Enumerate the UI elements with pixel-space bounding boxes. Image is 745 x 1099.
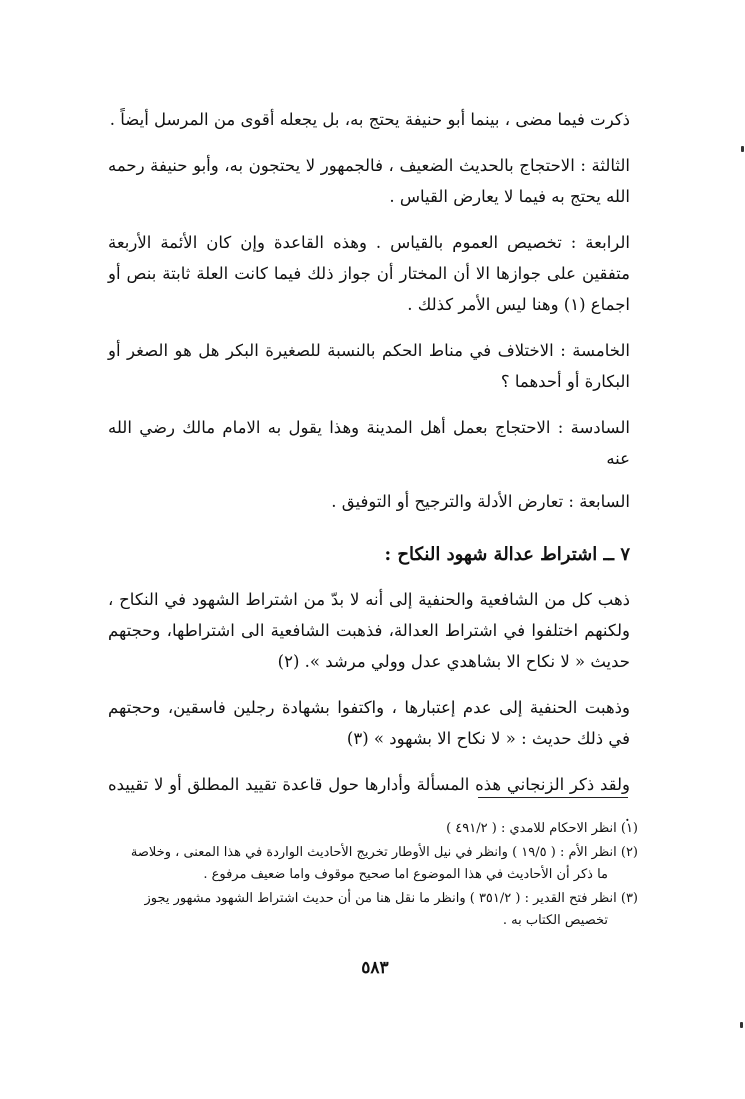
footnote-separator [478,797,628,798]
section-heading: ٧ ــ اشتراط عدالة شهود النكاح : [384,544,630,565]
footnote-3-text: (٣) انظر فتح القدير : ( ٣٥١/٢ ) وانظر ما نقل هنا من أن حديث اشتراط الشهود مشهور يجوز [144,891,638,906]
footnote-2 [108,842,638,886]
paragraph-zanjani-note: ولقد ذكر الزنجاني هذه المسألة وأدارها حول قاعدة تقييد المطلق أو لا تقييده . [108,775,630,825]
footnote-1-text: (١) انظر الاحكام للامدي : ( ٤٩١/٢ ) [446,821,638,836]
paragraph-sixth-reason: السادسة : الاحتجاج بعمل أهل المدينة وهذا يقول به الامام مالك رضي الله عنه [108,418,630,468]
footnotes-block [108,818,638,934]
page-number: ٥٨٣ [361,958,389,978]
footnote-2-continuation: ما ذكر أن الأحاديث في هذا الموضوع اما صحيح موقوف واما ضعيف مرفوع . [203,867,608,882]
margin-speck-top [741,146,744,152]
paragraph-hanafi-view: وذهبت الحنفية إلى عدم إعتبارها ، واكتفوا بشهادة رجلين فاسقين، وحجتهم في ذلك حديث : « لا نكاح الا بشهود » (٣) [108,698,630,748]
footnote-3-continuation: تخصيص الكتاب به . [502,913,608,928]
paragraph-fifth-reason: الخامسة : الاختلاف في مناط الحكم بالنسبة للصغيرة البكر هل هو الصغر أو البكارة أو أحدهما ؟ [108,341,630,391]
main-text-block [108,104,630,846]
footnote-2-text: (٢) انظر الأم : ( ١٩/٥ ) وانظر في نيل الأوطار تخريج الأحاديث الواردة في هذا المعنى ، وخلاصة [130,845,638,860]
footnote-1 [108,818,638,840]
paragraph-shafii-view: ذهب كل من الشافعية والحنفية إلى أنه لا بدّ من اشتراط الشهود في النكاح ، ولكنهم اختلفوا في اشتراط العدالة، فذهبت الشافعية الى اشتراطها، وحجتهم حديث « لا نكاح الا بشاهدي عدل وولي مرشد ». (٢) [108,590,630,671]
paragraph-seventh-reason: السابعة : تعارض الأدلة والترجيح أو التوفيق . [331,492,630,511]
margin-speck-bottom [740,1022,743,1028]
paragraph-continuation: ذكرت فيما مضى ، بينما أبو حنيفة يحتج به، بل يجعله أقوى من المرسل أيضاً . [109,110,630,129]
footnote-3 [108,888,638,932]
paragraph-third-reason: الثالثة : الاحتجاج بالحديث الضعيف ، فالجمهور لا يحتجون به، وأبو حنيفة رحمه الله يحتج به فيما لا يعارض القياس . [108,156,630,206]
paragraph-fourth-reason: الرابعة : تخصيص العموم بالقياس . وهذه القاعدة وإن كان الأئمة الأربعة متفقين على جوازها الا أن المختار أن جواز ذلك فيما كانت العلة ثابتة بنص أو اجماع (١) وهنا ليس الأمر كذلك . [108,233,630,314]
